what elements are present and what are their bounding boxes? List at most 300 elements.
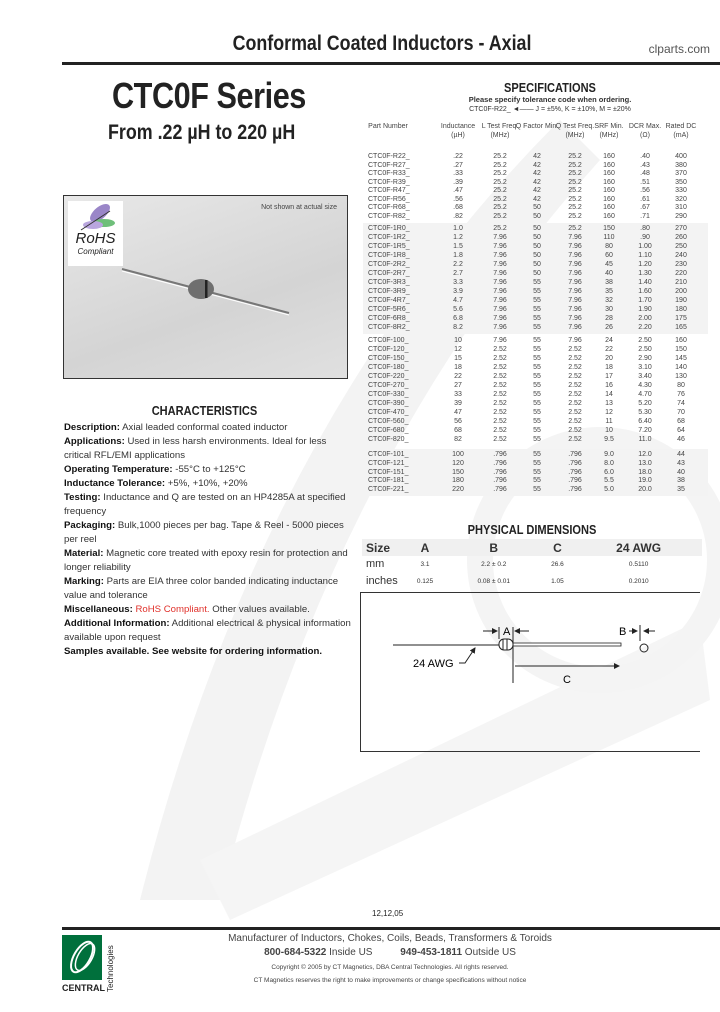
table-cell: 160	[603, 170, 615, 177]
table-cell: 55	[533, 306, 541, 313]
part-number: CTC0F-R68_	[368, 204, 410, 211]
table-cell: 7.96	[568, 279, 582, 286]
arrow-left-icon: ◄——	[512, 106, 536, 113]
table-cell: 43	[677, 459, 685, 467]
part-number: CTC0F-101_	[368, 451, 409, 458]
specifications-table	[0, 0, 720, 500]
part-number: CTC0F-2R7_	[368, 270, 410, 277]
table-cell: 2.50	[638, 346, 652, 353]
table-cell: .796	[568, 451, 582, 458]
table-cell: .22	[453, 153, 463, 160]
tolerance-note: Please specify tolerance code when ordering.	[468, 95, 632, 104]
inductor-drawing	[361, 593, 701, 753]
table-cell: 35	[605, 288, 613, 295]
table-cell: 2.20	[638, 324, 652, 331]
logo-sub: Technologies	[106, 945, 115, 992]
table-cell: 55	[533, 337, 541, 344]
table-cell: 160	[603, 187, 615, 194]
phone-inside[interactable]: 800-684-5322	[264, 947, 327, 958]
rohs-sub: Compliant	[77, 247, 114, 256]
footer-disclaimer: CT Magnetics reserves the right to make improvements or change specifications without notice	[253, 977, 527, 984]
table-cell: 1.90	[638, 306, 652, 313]
table-cell: 25.2	[493, 195, 507, 203]
table-cell: 1.00	[638, 243, 652, 250]
table-cell: 42	[533, 195, 541, 203]
table-cell: 74	[677, 400, 685, 407]
table-cell: 42	[533, 178, 541, 186]
table-cell: 350	[675, 178, 687, 186]
phone-outside-label: Outside US	[464, 947, 516, 958]
table-cell: 200	[675, 288, 687, 295]
table-cell: 2.52	[493, 427, 507, 434]
table-cell: 7.96	[568, 297, 582, 304]
table-cell: 20.0	[638, 486, 652, 494]
logo-word: CENTRAL	[62, 983, 105, 993]
table-cell: 5.30	[638, 409, 652, 416]
table-cell: 140	[675, 364, 687, 371]
label-a: A	[503, 626, 511, 638]
phone-outside[interactable]: 949-453-1811	[400, 947, 463, 958]
table-cell: 25.2	[493, 187, 507, 194]
table-cell: 160	[603, 178, 615, 186]
table-cell: 40	[605, 270, 613, 277]
part-number: CTC0F-4R7_	[368, 297, 410, 304]
table-cell: 25.2	[568, 187, 582, 194]
part-number: CTC0F-121_	[368, 459, 409, 467]
part-number: CTC0F-R22_	[368, 153, 410, 160]
column-header: Rated DC (mA)	[665, 123, 697, 139]
table-cell: 42	[533, 170, 541, 177]
table-cell: 50	[533, 261, 541, 268]
table-cell: 2.52	[568, 418, 582, 425]
characteristic-label: Additional Information:	[64, 618, 170, 629]
table-cell: 2.52	[568, 391, 582, 398]
dimension-diagram	[360, 592, 700, 752]
table-cell: .33	[453, 170, 463, 177]
table-cell: 2.2	[453, 261, 463, 268]
table-cell: .61	[640, 195, 650, 203]
table-cell: 160	[603, 153, 615, 160]
table-cell: 55	[533, 436, 541, 443]
part-number: CTC0F-151_	[368, 468, 409, 476]
table-cell: .82	[453, 212, 463, 220]
table-cell: 1.8	[453, 252, 463, 259]
table-cell: 25.2	[568, 153, 582, 160]
code-values: J = ±5%, K = ±10%, M = ±20%	[535, 106, 631, 113]
table-cell: 1.20	[638, 261, 652, 268]
table-cell: 12	[454, 346, 462, 353]
table-cell: 35	[677, 486, 685, 494]
part-number: CTC0F-1R2_	[368, 234, 410, 241]
dimension-cell: 0.08 ± 0.01	[477, 577, 510, 585]
table-cell: 55	[533, 355, 541, 362]
table-cell: 250	[675, 243, 687, 250]
characteristic-value: -55°C to +125°C	[175, 464, 246, 475]
table-cell: 18	[454, 364, 462, 371]
table-cell: 25.2	[568, 225, 582, 232]
part-number: CTC0F-5R6_	[368, 306, 410, 313]
table-cell: 25.2	[493, 161, 507, 169]
table-cell: 9.5	[604, 436, 614, 443]
table-cell: 3.10	[638, 364, 652, 371]
table-cell: 68	[454, 427, 462, 434]
logo-rings-icon	[62, 935, 102, 980]
table-cell: 7.96	[568, 261, 582, 268]
table-cell: 270	[675, 225, 687, 232]
table-cell: 15	[454, 355, 462, 362]
table-cell: 1.2	[453, 234, 463, 241]
table-cell: 12.0	[638, 451, 652, 458]
revision-date: 12,12,05	[372, 909, 404, 918]
table-cell: .56	[640, 187, 650, 194]
dimensions-title: PHYSICAL DIMENSIONS	[467, 522, 597, 537]
characteristic-label: Marking:	[64, 576, 104, 587]
table-cell: 8.0	[604, 459, 614, 467]
table-cell: 7.96	[493, 270, 507, 277]
table-cell: 4.70	[638, 391, 652, 398]
part-number: CTC0F-150_	[368, 355, 409, 362]
table-cell: 2.52	[493, 400, 507, 407]
characteristic-item	[64, 603, 356, 617]
table-cell: 310	[675, 204, 687, 211]
table-cell: 7.96	[493, 324, 507, 331]
table-cell: 160	[603, 212, 615, 220]
table-cell: 25.2	[493, 153, 507, 160]
table-cell: 55	[533, 468, 541, 476]
table-cell: 55	[533, 279, 541, 286]
dimension-cell: Size	[362, 539, 402, 556]
table-cell: 7.96	[493, 337, 507, 344]
part-number: CTC0F-R82_	[368, 212, 410, 220]
table-cell: 25.2	[568, 170, 582, 177]
characteristic-value: Axial leaded conformal coated inductor	[122, 422, 288, 433]
page-header-title: Conformal Coated Inductors - Axial	[232, 32, 532, 55]
table-cell: 190	[675, 297, 687, 304]
table-cell: 28	[605, 315, 613, 322]
characteristic-label: Inductance Tolerance:	[64, 478, 166, 489]
table-cell: 160	[603, 204, 615, 211]
table-cell: 22	[605, 346, 613, 353]
dimension-cell: inches	[366, 575, 398, 587]
table-cell: 9.0	[604, 451, 614, 458]
table-cell: 180	[675, 306, 687, 313]
table-cell: 80	[677, 382, 685, 389]
table-cell: 17	[605, 373, 613, 380]
table-cell: 50	[533, 204, 541, 211]
characteristic-label: Operating Temperature:	[64, 464, 173, 475]
dimension-cell: 2.2 ± 0.2	[481, 560, 507, 568]
column-header: Inductance (µH)	[440, 123, 476, 139]
characteristic-item	[64, 519, 356, 547]
table-cell: 400	[675, 153, 687, 160]
part-number: CTC0F-3R9_	[368, 288, 410, 295]
table-cell: 2.52	[493, 346, 507, 353]
column-header: DCR Max. (Ω)	[628, 123, 662, 139]
table-cell: 7.96	[568, 324, 582, 331]
characteristic-label: Description:	[64, 422, 120, 433]
table-cell: 5.5	[604, 477, 614, 485]
table-cell: 45	[605, 261, 613, 268]
table-cell: .796	[568, 468, 582, 476]
dimensions-table	[362, 539, 702, 590]
dimension-row	[362, 556, 702, 573]
table-cell: 25.2	[568, 212, 582, 220]
table-cell: 160	[675, 337, 687, 344]
table-cell: .796	[568, 477, 582, 485]
table-cell: 210	[675, 279, 687, 286]
characteristic-label: Testing:	[64, 492, 101, 503]
table-cell: 55	[533, 418, 541, 425]
central-logo	[62, 935, 102, 980]
table-cell: 175	[675, 315, 687, 322]
table-cell: 220	[675, 270, 687, 277]
table-cell: .796	[568, 459, 582, 467]
dimension-cell: 24 AWG	[575, 539, 702, 556]
table-cell: 38	[677, 477, 685, 485]
table-cell: 4.30	[638, 382, 652, 389]
footer-copyright: Copyright © 2005 by CT Magnetics, DBA Central Technologies. All rights reserved.	[271, 964, 509, 971]
table-cell: 44	[677, 451, 685, 458]
table-cell: 7.96	[493, 243, 507, 250]
table-cell: 1.30	[638, 270, 652, 277]
table-cell: .68	[453, 204, 463, 211]
table-cell: 55	[533, 391, 541, 398]
table-cell: 47	[454, 409, 462, 416]
table-cell: 18	[605, 364, 613, 371]
table-cell: 2.52	[568, 364, 582, 371]
part-number: CTC0F-181_	[368, 477, 409, 485]
table-cell: 80	[605, 243, 613, 250]
table-cell: 3.9	[453, 288, 463, 295]
part-number: CTC0F-R27_	[368, 161, 410, 169]
part-number: CTC0F-270_	[368, 382, 409, 389]
table-cell: 150	[452, 468, 464, 476]
label-b: B	[619, 626, 627, 638]
table-cell: 260	[675, 234, 687, 241]
characteristic-value: Magnetic core treated with epoxy resin for protection and longer reliability	[64, 548, 348, 573]
table-cell: 55	[533, 364, 541, 371]
table-cell: 1.10	[638, 252, 652, 259]
part-number: CTC0F-180_	[368, 364, 409, 371]
table-cell: 5.6	[453, 306, 463, 313]
table-cell: 2.52	[568, 355, 582, 362]
table-cell: 145	[675, 355, 687, 362]
table-cell: 25.2	[568, 178, 582, 186]
table-cell: 25.2	[568, 204, 582, 211]
table-cell: 18.0	[638, 468, 652, 476]
part-number: CTC0F-100_	[368, 337, 409, 344]
table-cell: 55	[533, 400, 541, 407]
table-cell: 25.2	[493, 225, 507, 232]
table-cell: 24	[605, 337, 613, 344]
table-cell: 26	[605, 324, 613, 331]
table-cell: 7.96	[493, 306, 507, 313]
table-cell: 2.52	[493, 391, 507, 398]
table-cell: 7.96	[493, 315, 507, 322]
part-number: CTC0F-390_	[368, 400, 409, 407]
table-cell: 2.52	[568, 436, 582, 443]
table-cell: 1.70	[638, 297, 652, 304]
table-cell: 55	[533, 486, 541, 494]
table-cell: 25.2	[493, 170, 507, 177]
table-cell: 55	[533, 459, 541, 467]
table-cell: 82	[454, 436, 462, 443]
footer-phones	[190, 947, 590, 959]
table-cell: 7.96	[493, 252, 507, 259]
table-cell: 1.5	[453, 243, 463, 250]
characteristics-title: CHARACTERISTICS	[151, 403, 258, 418]
table-cell: 2.52	[568, 400, 582, 407]
dimension-cell: 0.5110	[628, 560, 649, 568]
label-c: C	[563, 674, 571, 686]
table-cell: 11.0	[638, 436, 652, 443]
dimension-row	[362, 573, 702, 590]
table-cell: 11	[605, 418, 613, 425]
dimension-cell: 26.6	[551, 560, 564, 568]
table-cell: 2.52	[568, 373, 582, 380]
column-header: L Test Freq. (MHz)	[481, 123, 519, 139]
characteristic-value: Parts are EIA three color banded indicating inductance value and tolerance	[64, 576, 339, 601]
table-cell: 7.96	[568, 315, 582, 322]
table-cell: 2.52	[568, 346, 582, 353]
table-cell: 55	[533, 409, 541, 416]
table-cell: 50	[533, 212, 541, 220]
table-cell: .80	[640, 225, 650, 232]
table-cell: 55	[533, 315, 541, 322]
part-number: CTC0F-8R2_	[368, 324, 410, 331]
table-cell: 320	[675, 195, 687, 203]
part-number: CTC0F-330_	[368, 391, 409, 398]
table-cell: 50	[533, 234, 541, 241]
table-cell: 110	[603, 234, 615, 241]
table-cell: 2.52	[493, 373, 507, 380]
table-cell: 25.2	[568, 195, 582, 203]
photo-note: Not shown at actual size	[261, 204, 337, 211]
site-link[interactable]: clparts.com	[648, 42, 710, 56]
table-cell: 42	[533, 153, 541, 160]
table-cell: 55	[533, 297, 541, 304]
characteristic-label: Applications:	[64, 436, 125, 447]
table-cell: 180	[452, 477, 464, 485]
table-cell: 55	[533, 346, 541, 353]
table-cell: .56	[453, 195, 463, 203]
footer-manufacturer: Manufacturer of Inductors, Chokes, Coils, Beads, Transformers & Toroids	[228, 933, 552, 944]
table-cell: 7.96	[493, 288, 507, 295]
table-cell: .796	[493, 486, 507, 494]
table-cell: .47	[453, 187, 463, 194]
part-number: CTC0F-220_	[368, 373, 409, 380]
table-cell: 12	[605, 409, 613, 416]
table-cell: 7.96	[493, 261, 507, 268]
table-cell: .67	[640, 204, 650, 211]
table-cell: 14	[605, 391, 613, 398]
table-cell: 64	[677, 427, 685, 434]
table-cell: 25.2	[493, 204, 507, 211]
table-cell: 2.7	[453, 270, 463, 277]
table-cell: 1.0	[453, 225, 463, 232]
dimension-cell: B	[448, 539, 540, 556]
part-number: CTC0F-680_	[368, 427, 409, 434]
table-cell: 130	[675, 373, 687, 380]
table-cell: 5.0	[604, 486, 614, 494]
table-cell: .90	[640, 234, 650, 241]
table-cell: 60	[605, 252, 613, 259]
table-cell: 165	[675, 324, 687, 331]
table-cell: 330	[675, 187, 687, 194]
table-cell: 2.52	[568, 427, 582, 434]
table-cell: 160	[603, 161, 615, 169]
table-cell: .71	[640, 212, 650, 220]
table-cell: 55	[533, 477, 541, 485]
table-cell: 7.96	[568, 252, 582, 259]
characteristic-item	[64, 617, 356, 645]
table-cell: .796	[568, 486, 582, 494]
table-cell: 7.96	[493, 234, 507, 241]
table-cell: 3.40	[638, 373, 652, 380]
table-cell: 55	[533, 451, 541, 458]
table-cell: 230	[675, 261, 687, 268]
part-number: CTC0F-6R8_	[368, 315, 410, 322]
dimension-cell: 0.125	[416, 577, 434, 585]
table-cell: 42	[533, 161, 541, 169]
table-cell: 6.8	[453, 315, 463, 322]
footer-rule	[62, 927, 720, 930]
samples-note: Samples available. See website for ordering information.	[64, 646, 323, 657]
part-number: CTC0F-1R5_	[368, 243, 410, 250]
part-number: CTC0F-120_	[368, 346, 409, 353]
table-cell: 100	[452, 451, 464, 458]
series-title: CTC0F Series	[112, 75, 306, 116]
table-cell: .796	[493, 451, 507, 458]
table-cell: 6.40	[638, 418, 652, 425]
part-number: CTC0F-2R2_	[368, 261, 410, 268]
table-cell: 3.3	[453, 279, 463, 286]
table-cell: 13.0	[638, 459, 652, 467]
table-cell: 25.2	[568, 161, 582, 169]
table-cell: 6.0	[604, 468, 614, 476]
dimension-cell: A	[402, 539, 448, 556]
part-number: CTC0F-470_	[368, 409, 409, 416]
table-cell: 380	[675, 161, 687, 169]
table-cell: 2.52	[568, 382, 582, 389]
table-cell: 7.96	[568, 270, 582, 277]
column-header: Part Number	[368, 123, 408, 130]
table-cell: 13	[605, 400, 613, 407]
table-cell: 7.96	[568, 234, 582, 241]
part-number: CTC0F-R39_	[368, 178, 410, 186]
table-cell: 55	[533, 288, 541, 295]
part-number: CTC0F-R56_	[368, 195, 410, 203]
table-cell: 150	[675, 346, 687, 353]
table-cell: 8.2	[453, 324, 463, 331]
dimension-row	[362, 539, 702, 556]
table-cell: 220	[452, 486, 464, 494]
characteristic-label: Miscellaneous:	[64, 604, 133, 615]
table-cell: 7.96	[568, 306, 582, 313]
table-cell: 2.52	[493, 409, 507, 416]
table-cell: .796	[493, 477, 507, 485]
table-cell: 40	[677, 468, 685, 476]
table-cell: 1.40	[638, 279, 652, 286]
table-cell: 56	[454, 418, 462, 425]
table-cell: 55	[533, 324, 541, 331]
table-cell: 7.96	[568, 288, 582, 295]
table-cell: 7.96	[568, 337, 582, 344]
table-cell: 2.52	[493, 436, 507, 443]
table-cell: .48	[640, 170, 650, 177]
table-cell: 32	[605, 297, 613, 304]
table-cell: .796	[493, 459, 507, 467]
